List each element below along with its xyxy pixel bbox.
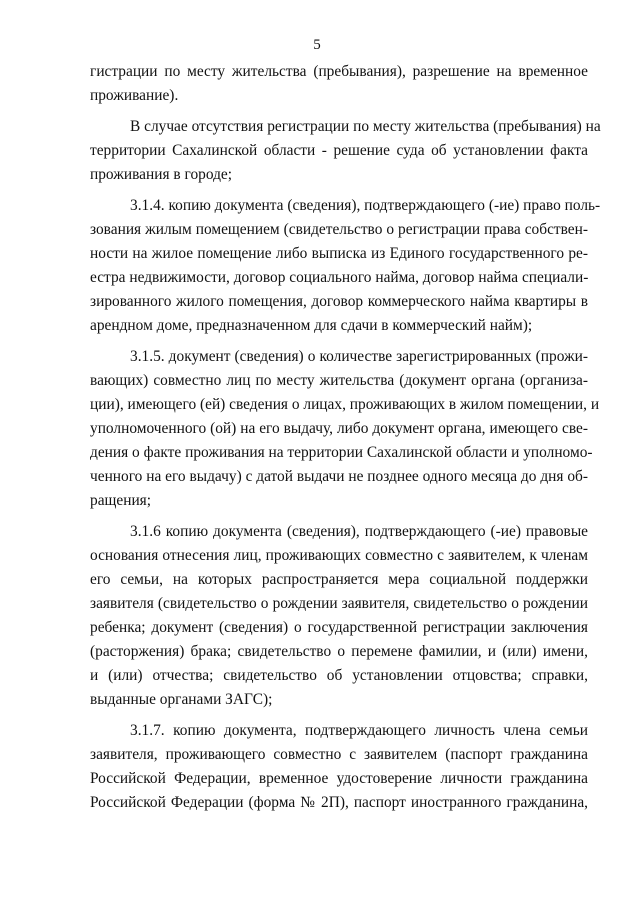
text-line: дения о факте проживания на территории Сахалинской области и уполномо- xyxy=(90,444,593,461)
text-line: В случае отсутствия регистрации по месту жительства (пребывания) на xyxy=(130,118,601,135)
text-line: уполномоченного (ой) на его выдачу, либо документ органа, имеющего све- xyxy=(90,420,588,437)
text-line: арендном доме, предназначенном для сдачи в коммерческий найм); xyxy=(90,317,533,334)
text-line: ченного на его выдачу) с датой выдачи не позднее одного месяца до дня об- xyxy=(90,468,588,485)
text-line: территории Сахалинской области - решение суда об установлении факта xyxy=(90,142,588,159)
text-line: проживания в городе; xyxy=(90,166,233,183)
text-line: 3.1.4. копию документа (сведения), подтверждающего (-ие) право поль- xyxy=(130,197,601,214)
text-line: (расторжения) брака; свидетельство о перемене фамилии, и (или) имени, xyxy=(90,643,588,660)
text-line: зированного жилого помещения, договор коммерческого найма квартиры в xyxy=(90,293,588,310)
text-line: ности на жилое помещение либо выписка из Единого государственного ре- xyxy=(90,245,588,262)
text-line: его семьи, на которых распространяется мера социальной поддержки xyxy=(90,571,588,588)
text-line: выданные органами ЗАГС); xyxy=(90,691,273,708)
text-line: 3.1.7. копию документа, подтверждающего личность члена семьи xyxy=(130,722,588,739)
text-line: основания отнесения лиц, проживающих совместно с заявителем, к членам xyxy=(90,547,588,564)
text-line: 3.1.5. документ (сведения) о количестве зарегистрированных (прожи- xyxy=(130,348,588,365)
text-line: гистрации по месту жительства (пребывания), разрешение на временное xyxy=(90,63,588,80)
text-line: ции), имеющего (ей) сведения о лицах, проживающих в жилом помещении, и xyxy=(90,396,600,413)
text-line: ращения; xyxy=(90,492,152,509)
page-number: 5 xyxy=(313,37,321,53)
text-line: заявителя, проживающего совместно с заявителем (паспорт гражданина xyxy=(90,746,588,763)
text-line: проживание). xyxy=(90,87,179,104)
text-line: Российской Федерации (форма № 2П), паспорт иностранного гражданина, xyxy=(90,794,588,811)
text-line: Российской Федерации, временное удостоверение личности гражданина xyxy=(90,770,588,787)
text-line: заявителя (свидетельство о рождении заявителя, свидетельство о рождении xyxy=(90,595,588,612)
text-line: естра недвижимости, договор социального найма, договор найма специали- xyxy=(90,269,589,286)
text-line: вающих) совместно лиц по месту жительства (документ органа (организа- xyxy=(90,372,588,389)
text-line: зования жилым помещением (свидетельство о регистрации права собствен- xyxy=(90,221,588,238)
text-line: ребенка; документ (сведения) о государственной регистрации заключения xyxy=(90,619,588,636)
text-line: 3.1.6 копию документа (сведения), подтверждающего (-ие) правовые xyxy=(130,523,588,540)
text-line: и (или) отчества; свидетельство об установлении отцовства; справки, xyxy=(90,667,588,684)
